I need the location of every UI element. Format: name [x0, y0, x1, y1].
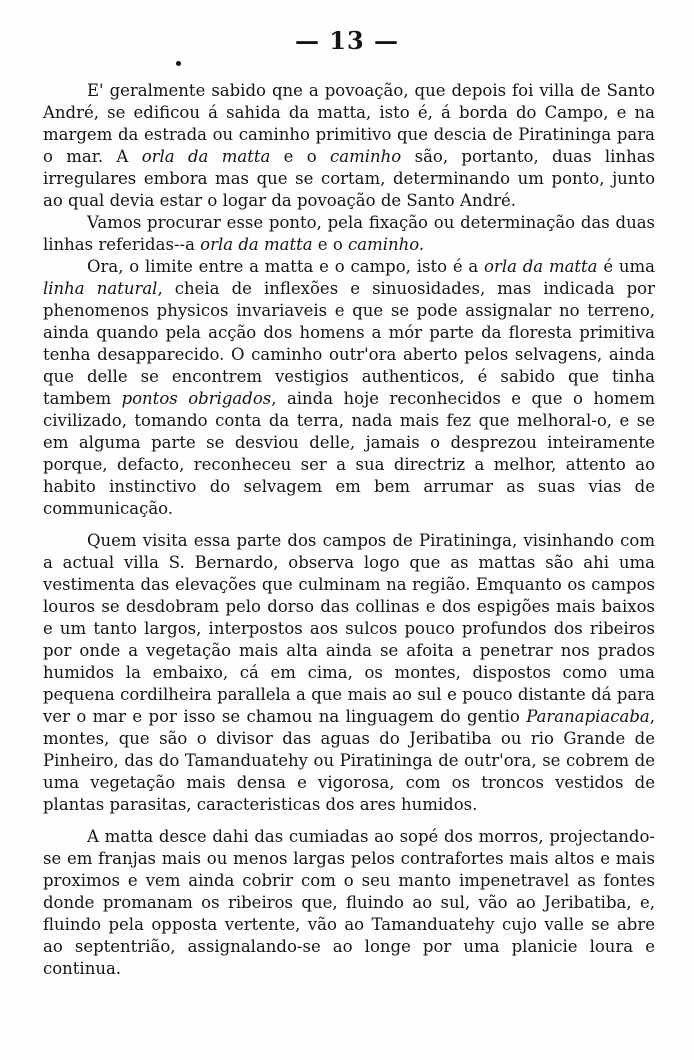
italic-text-run: orla da matta — [484, 257, 598, 276]
text-run: é uma — [597, 257, 655, 276]
text-run: e o — [312, 235, 348, 254]
text-run: A matta desce dahi das cumiadas ao sopé dos morros, projectando-se em franjas mais ou menos largas pelos contrafortes mais altos e mais proximos e vem ainda cobrir com o seu manto impenetravel as fontes donde promanam os ribeiros que, fluindo ao sul, vão ao Jeribatiba, e, fluindo pela opposta vertente, vão ao Tamanduatehy cujo valle se abre ao septentrião, assignalando-se ao longe por uma planicie loura e continua. — [43, 827, 655, 978]
italic-text-run: linha natural — [43, 279, 158, 298]
print-mark — [176, 61, 181, 66]
italic-text-run: orla da matta — [200, 235, 313, 254]
paragraph — [43, 80, 655, 212]
text-run: , cheia de inflexões e sinuosidades, mas indicada por phenomenos physicos invariaveis e que se pode assignalar no terreno, ainda quando pela acção dos homens a mór parte da floresta primitiva tenha desapparecido. O caminho outr'ora aberto pelos selvagens, ainda que delle se encontrem vestigios authenticos, é sabido que tinha tambem — [43, 279, 655, 408]
italic-text-run: caminho. — [348, 235, 425, 254]
italic-text-run: caminho — [330, 147, 402, 166]
italic-text-run: orla da matta — [141, 147, 271, 166]
text-run: Vamos procurar esse ponto, pela fixação ou determinação das duas linhas referidas--a — [43, 213, 655, 254]
body-text — [43, 80, 655, 980]
text-run: , montes, que são o divisor das aguas do Jeribatiba ou rio Grande de Pinheiro, das do Tamanduatehy ou Piratininga de outr'ora, se cobrem de uma vegetação mais densa e vigorosa, com os troncos vestidos de plantas parasitas, caracteristicas dos ares humidos. — [43, 707, 655, 814]
paragraph — [43, 826, 655, 980]
paragraph — [43, 530, 655, 816]
text-run: Ora, o limite entre a matta e o campo, isto é a — [87, 257, 485, 276]
text-run: e o — [270, 147, 331, 166]
page-number: — 13 — — [294, 26, 400, 55]
text-run: E' geralmente sabido qne a povoação, que depois foi villa de Santo André, se edificou á sahida da matta, isto é, á borda do Campo, e na margem da estrada ou caminho primitivo que descia de Piratininga para o mar. A — [43, 81, 655, 166]
text-run: são, portanto, duas linhas irregulares embora mas que se cortam, determinando um ponto, junto ao qual devia estar o logar da povoação de Santo André. — [43, 147, 656, 210]
paragraph — [43, 212, 655, 256]
italic-text-run: pontos obrigados — [121, 389, 272, 408]
paragraph — [43, 256, 655, 520]
italic-text-run: Paranapiacaba — [526, 707, 650, 726]
text-run: Quem visita essa parte dos campos de Piratininga, visinhando com a actual villa S. Bernardo, observa logo que as mattas são ahi uma vestimenta das elevações que culminam na região. Emquanto os campos louros se desdobram pelo dorso das collinas e dos espigões mais baixos e um tanto largos, interpostos aos sulcos pouco profundos dos ribeiros por onde a vegetação mais alta ainda se afoita a penetrar nos prados humidos la embaixo, cá em cima, os montes, dispostos como uma pequena cordilheira parallela a que mais ao sul e pouco distante dá para ver o mar e por isso se chamou na linguagem do gentio — [43, 531, 655, 726]
text-run: , ainda hoje reconhecidos e que o homem civilizado, tomando conta da terra, nada mais fez que melhoral-o, e se em alguma parte se desviou delle, jamais o desprezou inteiramente porque, defacto, reconheceu ser a sua directriz a melhor, attento ao habito instinctivo do selvagem em bem arrumar as suas vias de communicação. — [43, 389, 655, 518]
